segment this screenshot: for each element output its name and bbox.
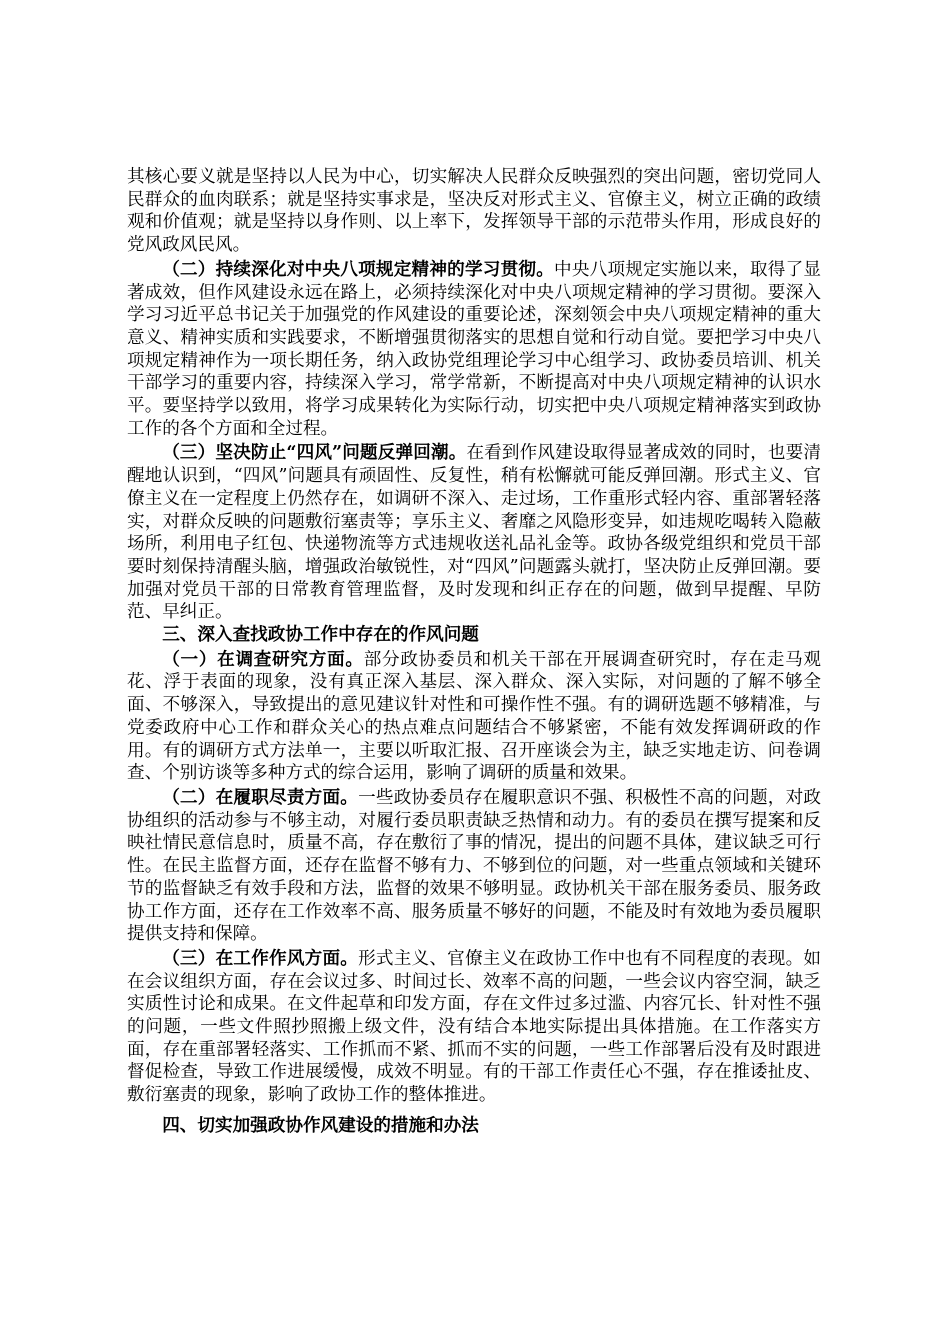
paragraph-section3-item2 bbox=[127, 787, 821, 946]
paragraph-section2-item3 bbox=[127, 442, 821, 624]
paragraph-section3-item1 bbox=[127, 649, 821, 785]
paragraph-lead: （一）在调查研究方面。 bbox=[162, 648, 364, 670]
paragraph-section3-item3 bbox=[127, 948, 821, 1107]
paragraph-body: 在看到作风建设取得显著成效的同时，也要清醒地认识到，“四风”问题具有顽固性、反复性，稍有松懈就可能反弹回潮。形式主义、官僚主义在一定程度上仍然存在，如调研不深入、走过场，工作重形式轻内容、重部署轻落实，对群众反映的问题敷衍塞责等；享乐主义、奢靡之风隐形变异，如违规吃喝转入隐蔽场所，利用电子红包、快递物流等方式违规收送礼品礼金等。政协各级党组织和党员干部要时刻保持清醒头脑，增强政治敏锐性，对“四风”问题露头就打，坚决防止反弹回潮。要加强对党员干部的日常教育管理监督，及时发现和纠正存在的问题，做到早提醒、早防范、早纠正。 bbox=[127, 443, 821, 623]
section3-heading: 三、深入查找政协工作中存在的作风问题 bbox=[162, 624, 479, 646]
document-page bbox=[127, 166, 821, 1138]
paragraph-lead: （三）坚决防止“四风”问题反弹回潮。 bbox=[162, 442, 467, 464]
section4-heading: 四、切实加强政协作风建设的措施和办法 bbox=[162, 1114, 479, 1136]
paragraph-body: 中央八项规定实施以来，取得了显著成效，但作风建设永远在路上，必须持续深化对中央八项规定精神的学习贯彻。要深入学习习近平总书记关于加强党的作风建设的重要论述，深刻领会中央八项规定精神的重大意义、精神实质和实践要求，不断增强贯彻落实的思想自觉和行动自觉。要把学习中央八项规定精神作为一项长期任务，纳入政协党组理论学习中心组学习、政协委员培训、机关干部学习的重要内容，持续深入学习，常学常新，不断提高对中央八项规定精神的认识水平。要坚持学以致用，将学习成果转化为实际行动，切实把中央八项规定精神落实到政协工作的各个方面和全过程。 bbox=[127, 259, 821, 439]
paragraph-section2-item2 bbox=[127, 259, 821, 441]
paragraph-body: 形式主义、官僚主义在政协工作中也有不同程度的表现。如在会议组织方面，存在会议过多、时间过长、效率不高的问题，一些会议内容空洞，缺乏实质性讨论和成果。在文件起草和印发方面，存在文件过多过滥、内容冗长、针对性不强的问题，一些文件照抄照搬上级文件，没有结合本地实际提出具体措施。在工作落实方面，存在重部署轻落实、工作抓而不紧、抓而不实的问题，一些工作部署后没有及时跟进督促检查，导致工作进展缓慢，成效不明显。有的干部工作责任心不强，存在推诿扯皮、敷衍塞责的现象，影响了政协工作的整体推进。 bbox=[127, 948, 821, 1106]
paragraph-lead: （二）在履职尽责方面。 bbox=[162, 786, 359, 808]
paragraph-body: 部分政协委员和机关干部在开展调查研究时，存在走马观花、浮于表面的现象，没有真正深入基层、深入群众、深入实际，对问题的了解不够全面、不够深入，导致提出的意见建议针对性和可操作性不强。有的调研选题不够精准，与党委政府中心工作和群众关心的热点难点问题结合不够紧密，不能有效发挥调研政的作用。有的调研方式方法单一，主要以听取汇报、召开座谈会为主，缺乏实地走访、问卷调查、个别访谈等多种方式的综合运用，影响了调研的质量和效果。 bbox=[127, 649, 821, 784]
opening-paragraph: 其核心要义就是坚持以人民为中心，切实解决人民群众反映强烈的突出问题，密切党同人民群众的血肉联系；就是坚持实事求是，坚决反对形式主义、官僚主义，树立正确的政绩观和价值观；就是坚持以身作则、以上率下，发挥领导干部的示范带头作用，形成良好的党风政风民风。 bbox=[127, 167, 821, 256]
paragraph-lead: （三）在工作作风方面。 bbox=[162, 947, 359, 969]
paragraph-lead: （二）持续深化对中央八项规定精神的学习贯彻。 bbox=[162, 258, 555, 280]
paragraph-body: 一些政协委员存在履职意识不强、积极性不高的问题，对政协组织的活动参与不够主动，对履行委员职责缺乏热情和动力。有的委员在撰写提案和反映社情民意信息时，质量不高，存在敷衍了事的情况，提出的问题不具体，建议缺乏可行性。在民主监督方面，还存在监督不够有力、不够到位的问题，对一些重点领域和关键环节的监督缺乏有效手段和方法，监督的效果不够明显。政协机关干部在服务委员、服务政协工作方面，还存在工作效率不高、服务质量不够好的问题，不能及时有效地为委员履职提供支持和保障。 bbox=[127, 787, 821, 945]
